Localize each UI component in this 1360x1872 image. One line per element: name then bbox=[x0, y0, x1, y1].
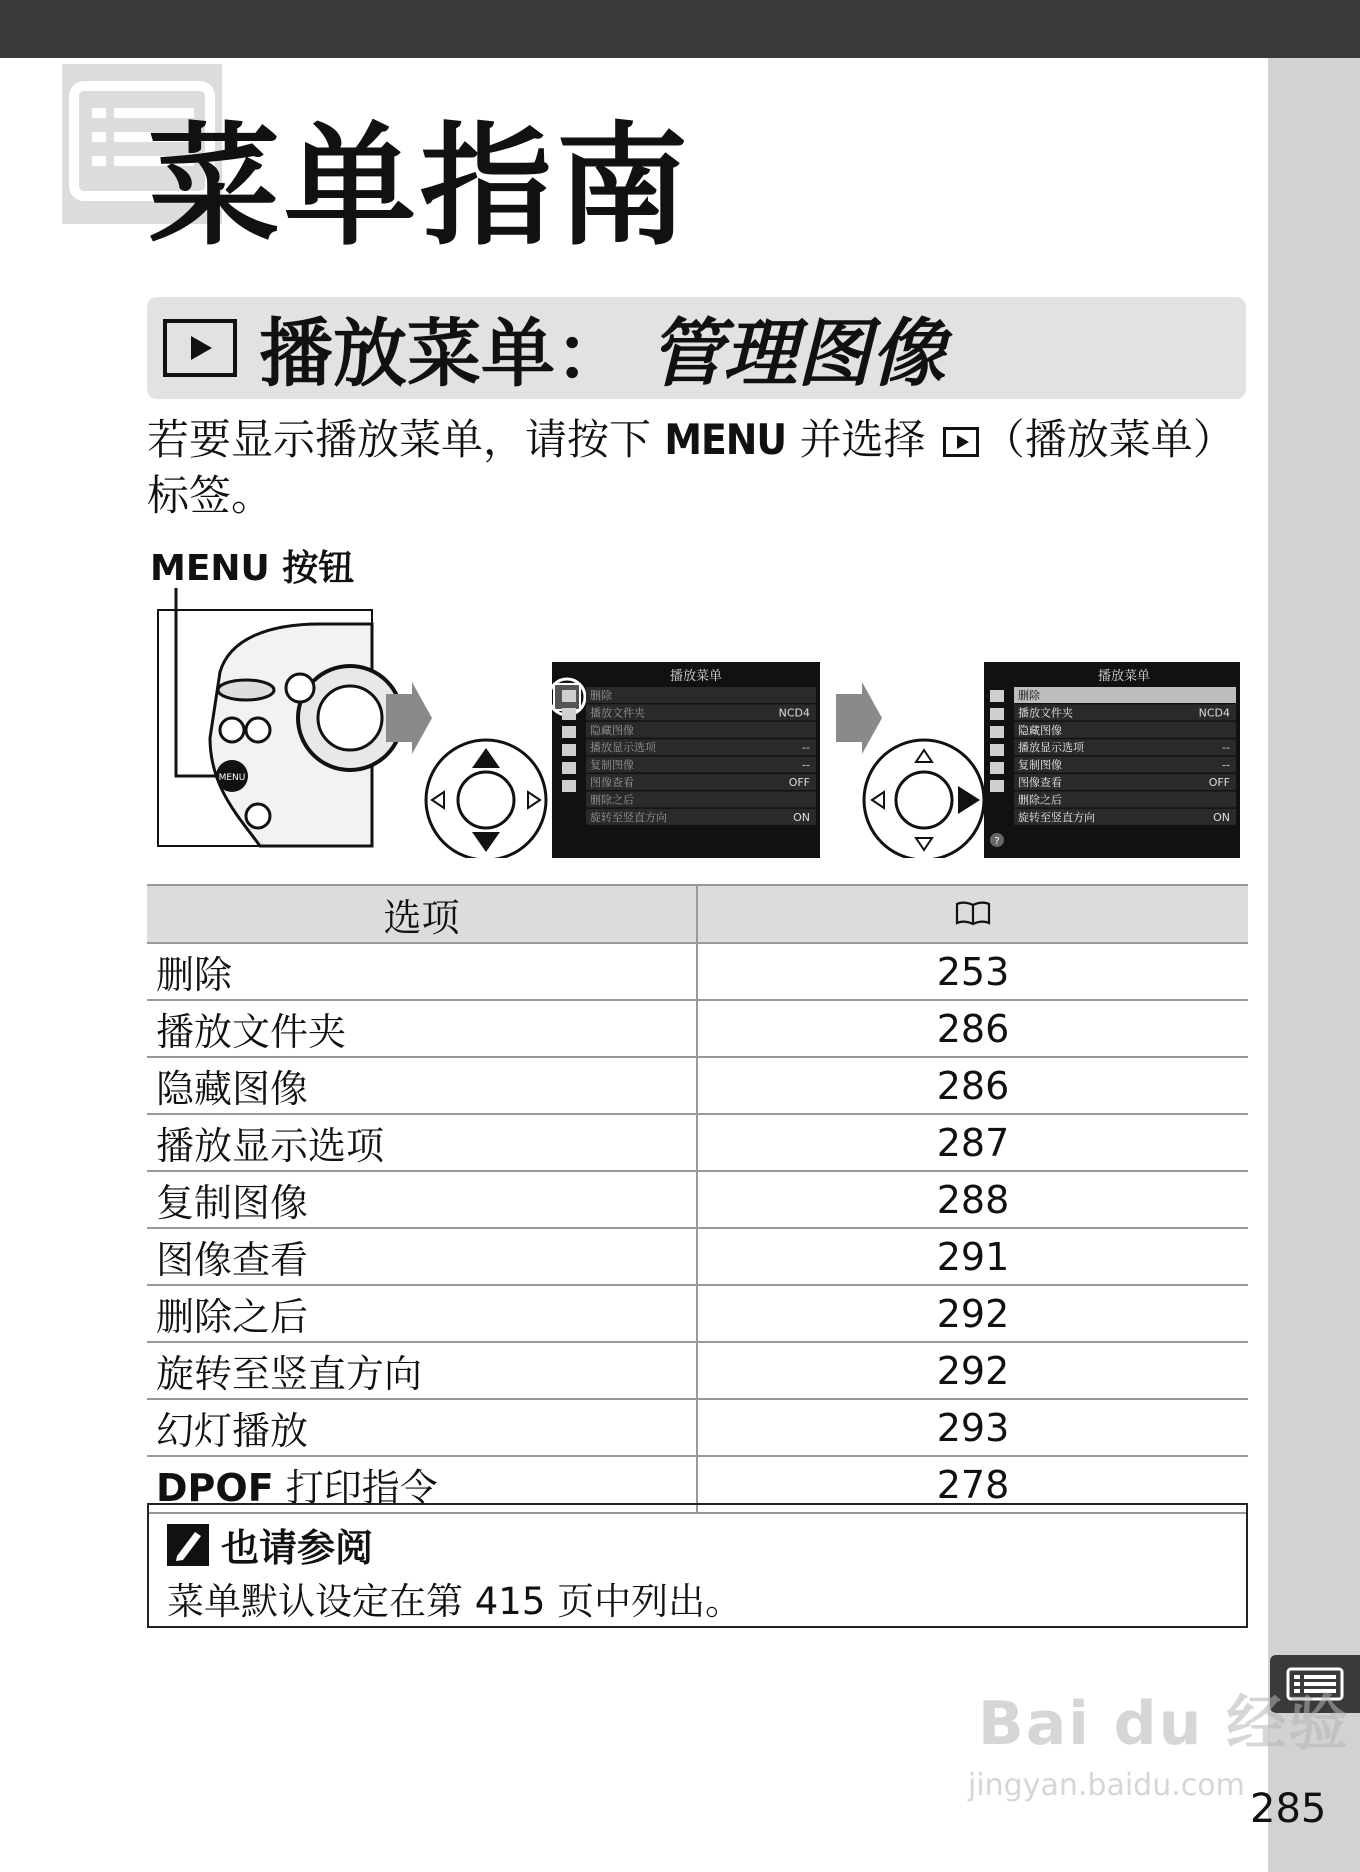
option-cell-text: 隐藏图像 bbox=[156, 1067, 309, 1111]
option-cell-text: 删除 bbox=[156, 953, 233, 997]
page-cell: 287 bbox=[697, 1114, 1248, 1171]
screen-menu-item: 播放文件夹 bbox=[590, 706, 645, 720]
screen-menu-item: 删除之后 bbox=[1018, 793, 1062, 807]
screen-menu-row bbox=[1014, 687, 1236, 703]
menu-key-label: MENU bbox=[664, 415, 787, 464]
page-column-header bbox=[697, 885, 1248, 943]
page-cell: 293 bbox=[697, 1399, 1248, 1456]
intro-text bbox=[147, 412, 1252, 524]
top-bar bbox=[0, 0, 1360, 58]
menu-diagram bbox=[150, 588, 1246, 858]
table-header-row bbox=[147, 885, 1248, 943]
intro-part1: 若要显示播放菜单，请按下 bbox=[147, 415, 665, 464]
page-cell: 278 bbox=[697, 1456, 1248, 1513]
table-row bbox=[147, 1399, 1248, 1456]
camera-illustration bbox=[158, 588, 402, 846]
option-cell bbox=[147, 1057, 697, 1114]
screen-tab-icon bbox=[990, 744, 1004, 756]
option-cell bbox=[147, 1285, 697, 1342]
option-cell-text: 播放文件夹 bbox=[156, 1010, 347, 1054]
option-cell-text: 打印指令 bbox=[273, 1466, 438, 1510]
screen-menu-value: -- bbox=[802, 741, 810, 755]
multi-selector-up bbox=[426, 740, 546, 858]
screen-menu-value: OFF bbox=[1208, 776, 1230, 789]
chapter-title: 菜单指南 bbox=[148, 110, 692, 264]
screen-tab-icon bbox=[990, 690, 1004, 702]
menu-button-caption: MENU 按钮 bbox=[150, 548, 355, 589]
option-cell bbox=[147, 1171, 697, 1228]
screen-tab-icon bbox=[990, 708, 1004, 720]
screen-tab-icon bbox=[562, 708, 576, 720]
help-icon: ? bbox=[994, 836, 1000, 847]
section-subtitle: 管理图像 bbox=[649, 311, 945, 397]
screen-menu-value: -- bbox=[802, 758, 810, 772]
option-cell-text: 图像查看 bbox=[156, 1238, 309, 1282]
screen-menu-item: 复制图像 bbox=[590, 758, 634, 772]
table-row bbox=[147, 1228, 1248, 1285]
option-cell-bold: DPOF bbox=[156, 1466, 274, 1510]
table-row bbox=[147, 1057, 1248, 1114]
intro-part2: 并选择 bbox=[786, 415, 939, 464]
menu-screen-left bbox=[549, 662, 820, 858]
screen-menu-item: 删除 bbox=[590, 689, 612, 702]
screen-menu-item: 图像查看 bbox=[1018, 776, 1062, 789]
table-row bbox=[147, 1171, 1248, 1228]
table-row bbox=[147, 943, 1248, 1000]
multi-selector-right bbox=[864, 740, 984, 858]
option-cell bbox=[147, 943, 697, 1000]
book-icon bbox=[955, 899, 991, 927]
option-cell bbox=[147, 1114, 697, 1171]
screen-menu-value: -- bbox=[1222, 758, 1230, 772]
screen-menu-value: NCD4 bbox=[1198, 706, 1230, 720]
option-cell bbox=[147, 1000, 697, 1057]
screen-menu-item: 删除之后 bbox=[590, 793, 634, 807]
screen-tab-icon bbox=[562, 744, 576, 756]
page-cell: 288 bbox=[697, 1171, 1248, 1228]
option-cell-text: 旋转至竖直方向 bbox=[156, 1352, 423, 1396]
playback-icon bbox=[163, 319, 237, 377]
option-cell-text: 删除之后 bbox=[156, 1295, 309, 1339]
see-also-box bbox=[147, 1503, 1248, 1628]
table-row bbox=[147, 1114, 1248, 1171]
screen-menu-value: OFF bbox=[788, 776, 810, 789]
screen-tab-icon bbox=[990, 762, 1004, 774]
see-also-text: 菜单默认设定在第 415 页中列出。 bbox=[167, 1580, 743, 1623]
page-cell: 292 bbox=[697, 1285, 1248, 1342]
screen-menu-item: 播放文件夹 bbox=[1018, 706, 1073, 720]
option-cell bbox=[147, 1228, 697, 1285]
screen-tab-icon bbox=[990, 780, 1004, 792]
screen-tab-icon bbox=[562, 780, 576, 792]
screen-menu-row bbox=[586, 687, 816, 703]
side-strip bbox=[1268, 58, 1360, 1872]
table-row bbox=[147, 1285, 1248, 1342]
screen-menu-value: NCD4 bbox=[778, 706, 810, 720]
screen-tab-icon bbox=[562, 762, 576, 774]
screen-tab-icon bbox=[562, 726, 576, 738]
watermark-brand: Bai du 经验 bbox=[978, 1689, 1351, 1759]
page-cell: 286 bbox=[697, 1057, 1248, 1114]
note-pencil-icon bbox=[167, 1524, 209, 1566]
option-cell bbox=[147, 1399, 697, 1456]
table-row bbox=[147, 1000, 1248, 1057]
see-also-title: 也请参阅 bbox=[221, 1526, 374, 1570]
page-cell: 286 bbox=[697, 1000, 1248, 1057]
screen-menu-item: 播放显示选项 bbox=[590, 741, 656, 755]
screen-menu-value: ON bbox=[1213, 810, 1230, 824]
watermark-url: jingyan.baidu.com bbox=[968, 1768, 1245, 1803]
option-column-header: 选项 bbox=[147, 885, 697, 943]
screen-menu-value: ON bbox=[793, 810, 810, 824]
screen-menu-item: 播放显示选项 bbox=[1018, 741, 1084, 755]
option-cell-text: 复制图像 bbox=[156, 1181, 309, 1225]
screen-menu-item: 隐藏图像 bbox=[590, 723, 634, 737]
option-cell-text: 幻灯播放 bbox=[156, 1409, 309, 1453]
option-cell-text: 播放显示选项 bbox=[156, 1124, 385, 1168]
page-cell: 291 bbox=[697, 1228, 1248, 1285]
camera-menu-button[interactable]: MENU bbox=[218, 773, 246, 783]
screen-tab-icon bbox=[562, 690, 576, 702]
screen-title: 播放菜单 bbox=[1097, 669, 1151, 684]
page-number: 285 bbox=[1250, 1786, 1327, 1832]
page-cell: 253 bbox=[697, 943, 1248, 1000]
screen-menu-item: 旋转至竖直方向 bbox=[590, 810, 667, 824]
screen-menu-item: 旋转至竖直方向 bbox=[1018, 810, 1095, 824]
screen-menu-value: -- bbox=[1222, 741, 1230, 755]
menu-screen-right bbox=[984, 662, 1240, 858]
playback-inline-icon bbox=[943, 427, 979, 457]
intro-part3: （播放菜单）标签。 bbox=[147, 415, 1235, 520]
options-table bbox=[147, 884, 1248, 1514]
screen-menu-item: 复制图像 bbox=[1018, 758, 1062, 772]
screen-tab-icon bbox=[990, 726, 1004, 738]
section-heading bbox=[147, 297, 1246, 399]
page-cell: 292 bbox=[697, 1342, 1248, 1399]
see-also-heading bbox=[167, 1517, 373, 1572]
screen-menu-item: 隐藏图像 bbox=[1018, 723, 1062, 737]
section-title: 播放菜单： bbox=[259, 311, 629, 397]
screen-menu-item: 图像查看 bbox=[590, 776, 634, 789]
table-row bbox=[147, 1342, 1248, 1399]
screen-title: 播放菜单 bbox=[669, 669, 723, 684]
arrow-right-icon bbox=[836, 682, 882, 754]
option-cell bbox=[147, 1342, 697, 1399]
screen-menu-item: 删除 bbox=[1018, 689, 1040, 702]
